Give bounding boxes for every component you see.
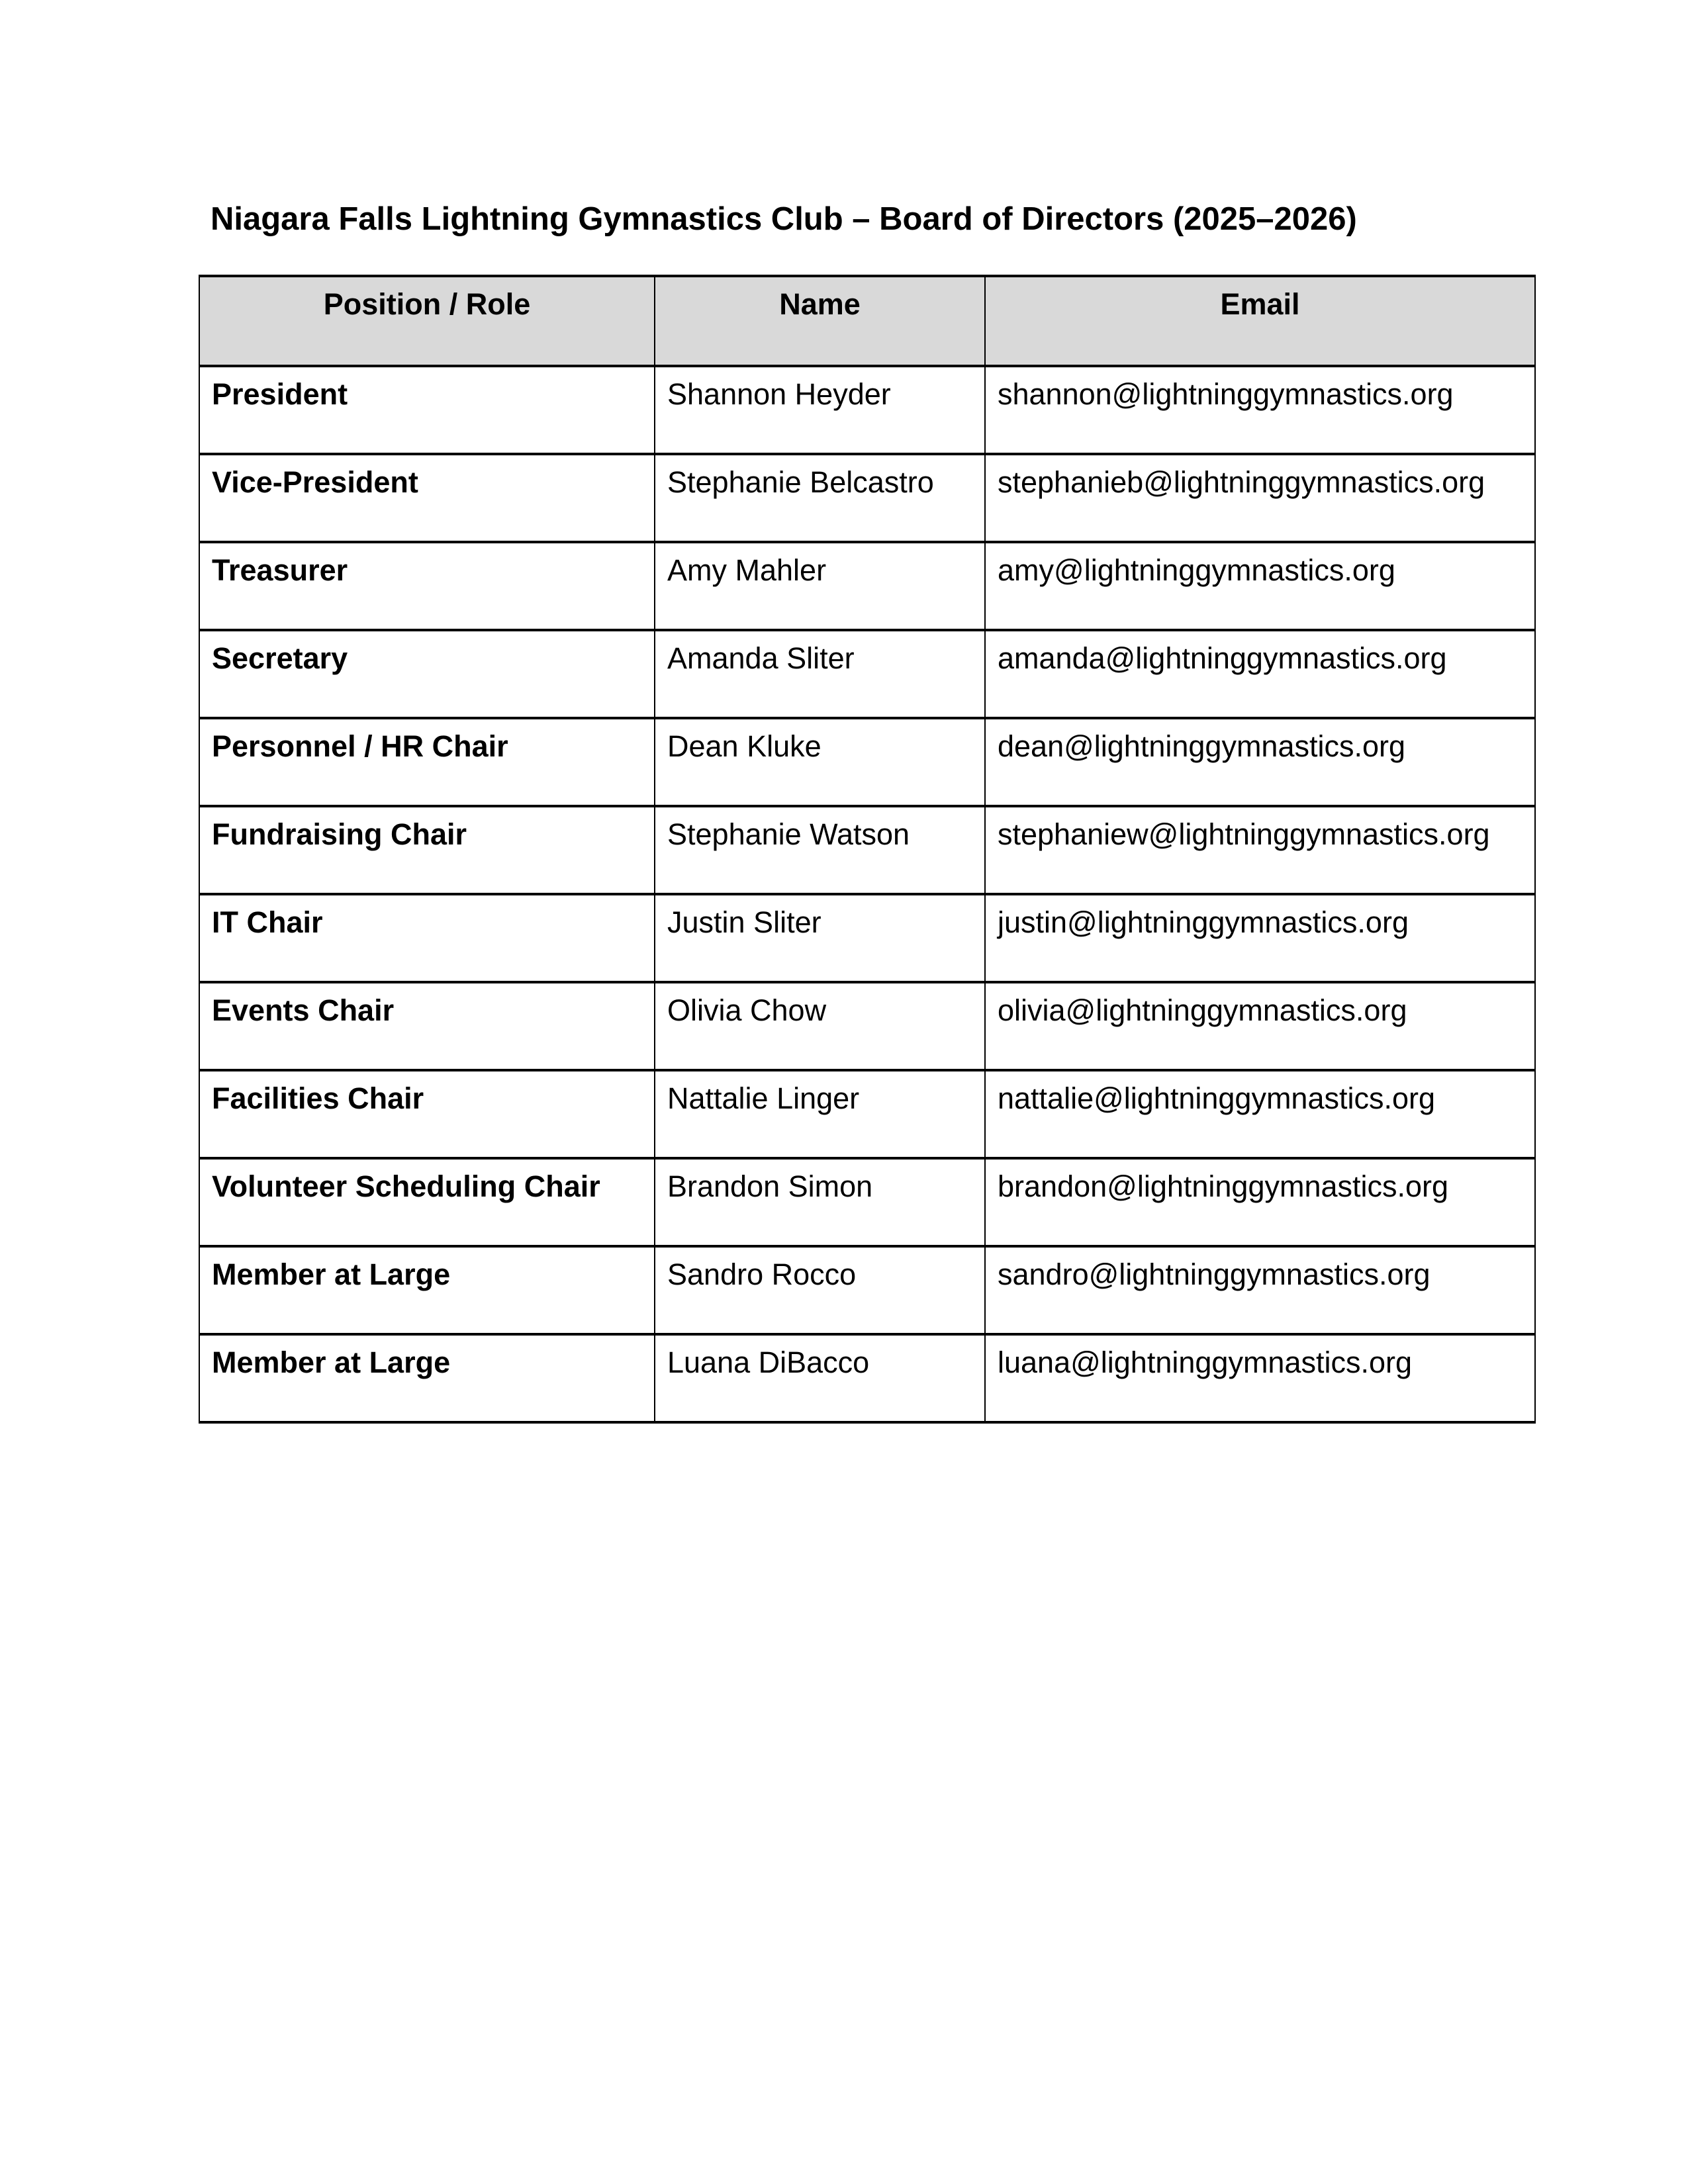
name-cell: Luana DiBacco (655, 1334, 985, 1422)
name-cell: Sandro Rocco (655, 1246, 985, 1334)
name-cell: Brandon Simon (655, 1158, 985, 1246)
email-cell: brandon@lightninggymnastics.org (985, 1158, 1535, 1246)
position-cell: Member at Large (199, 1246, 655, 1334)
position-cell: Events Chair (199, 982, 655, 1070)
header-email: Email (985, 276, 1535, 366)
table-header (199, 276, 1535, 366)
table-row (199, 1070, 1535, 1158)
position-cell: Volunteer Scheduling Chair (199, 1158, 655, 1246)
header-name: Name (655, 276, 985, 366)
name-cell: Stephanie Belcastro (655, 454, 985, 542)
position-cell: President (199, 366, 655, 454)
name-cell: Dean Kluke (655, 718, 985, 806)
position-cell: IT Chair (199, 894, 655, 982)
table-row (199, 1158, 1535, 1246)
header-row (199, 276, 1535, 366)
position-cell: Facilities Chair (199, 1070, 655, 1158)
table-row (199, 806, 1535, 894)
page-title: Niagara Falls Lightning Gymnastics Club – Board of Directors (2025–2026) (211, 201, 1357, 237)
table-row (199, 894, 1535, 982)
board-of-directors-table (199, 275, 1536, 1424)
email-cell: justin@lightninggymnastics.org (985, 894, 1535, 982)
table-row (199, 1334, 1535, 1422)
email-cell: shannon@lightninggymnastics.org (985, 366, 1535, 454)
position-cell: Personnel / HR Chair (199, 718, 655, 806)
position-cell: Vice-President (199, 454, 655, 542)
email-cell: dean@lightninggymnastics.org (985, 718, 1535, 806)
table-row (199, 542, 1535, 630)
email-cell: amy@lightninggymnastics.org (985, 542, 1535, 630)
table-row (199, 1246, 1535, 1334)
position-cell: Secretary (199, 630, 655, 718)
position-cell: Fundraising Chair (199, 806, 655, 894)
table-row (199, 718, 1535, 806)
name-cell: Nattalie Linger (655, 1070, 985, 1158)
position-cell: Treasurer (199, 542, 655, 630)
header-position-role: Position / Role (199, 276, 655, 366)
name-cell: Shannon Heyder (655, 366, 985, 454)
name-cell: Stephanie Watson (655, 806, 985, 894)
email-cell: sandro@lightninggymnastics.org (985, 1246, 1535, 1334)
table-row (199, 454, 1535, 542)
name-cell: Amy Mahler (655, 542, 985, 630)
table-row (199, 366, 1535, 454)
email-cell: stephaniew@lightninggymnastics.org (985, 806, 1535, 894)
position-cell: Member at Large (199, 1334, 655, 1422)
email-cell: amanda@lightninggymnastics.org (985, 630, 1535, 718)
email-cell: olivia@lightninggymnastics.org (985, 982, 1535, 1070)
email-cell: luana@lightninggymnastics.org (985, 1334, 1535, 1422)
table-row (199, 630, 1535, 718)
email-cell: nattalie@lightninggymnastics.org (985, 1070, 1535, 1158)
table-row (199, 982, 1535, 1070)
board-table-body (199, 366, 1535, 1422)
name-cell: Justin Sliter (655, 894, 985, 982)
name-cell: Amanda Sliter (655, 630, 985, 718)
email-cell: stephanieb@lightninggymnastics.org (985, 454, 1535, 542)
name-cell: Olivia Chow (655, 982, 985, 1070)
